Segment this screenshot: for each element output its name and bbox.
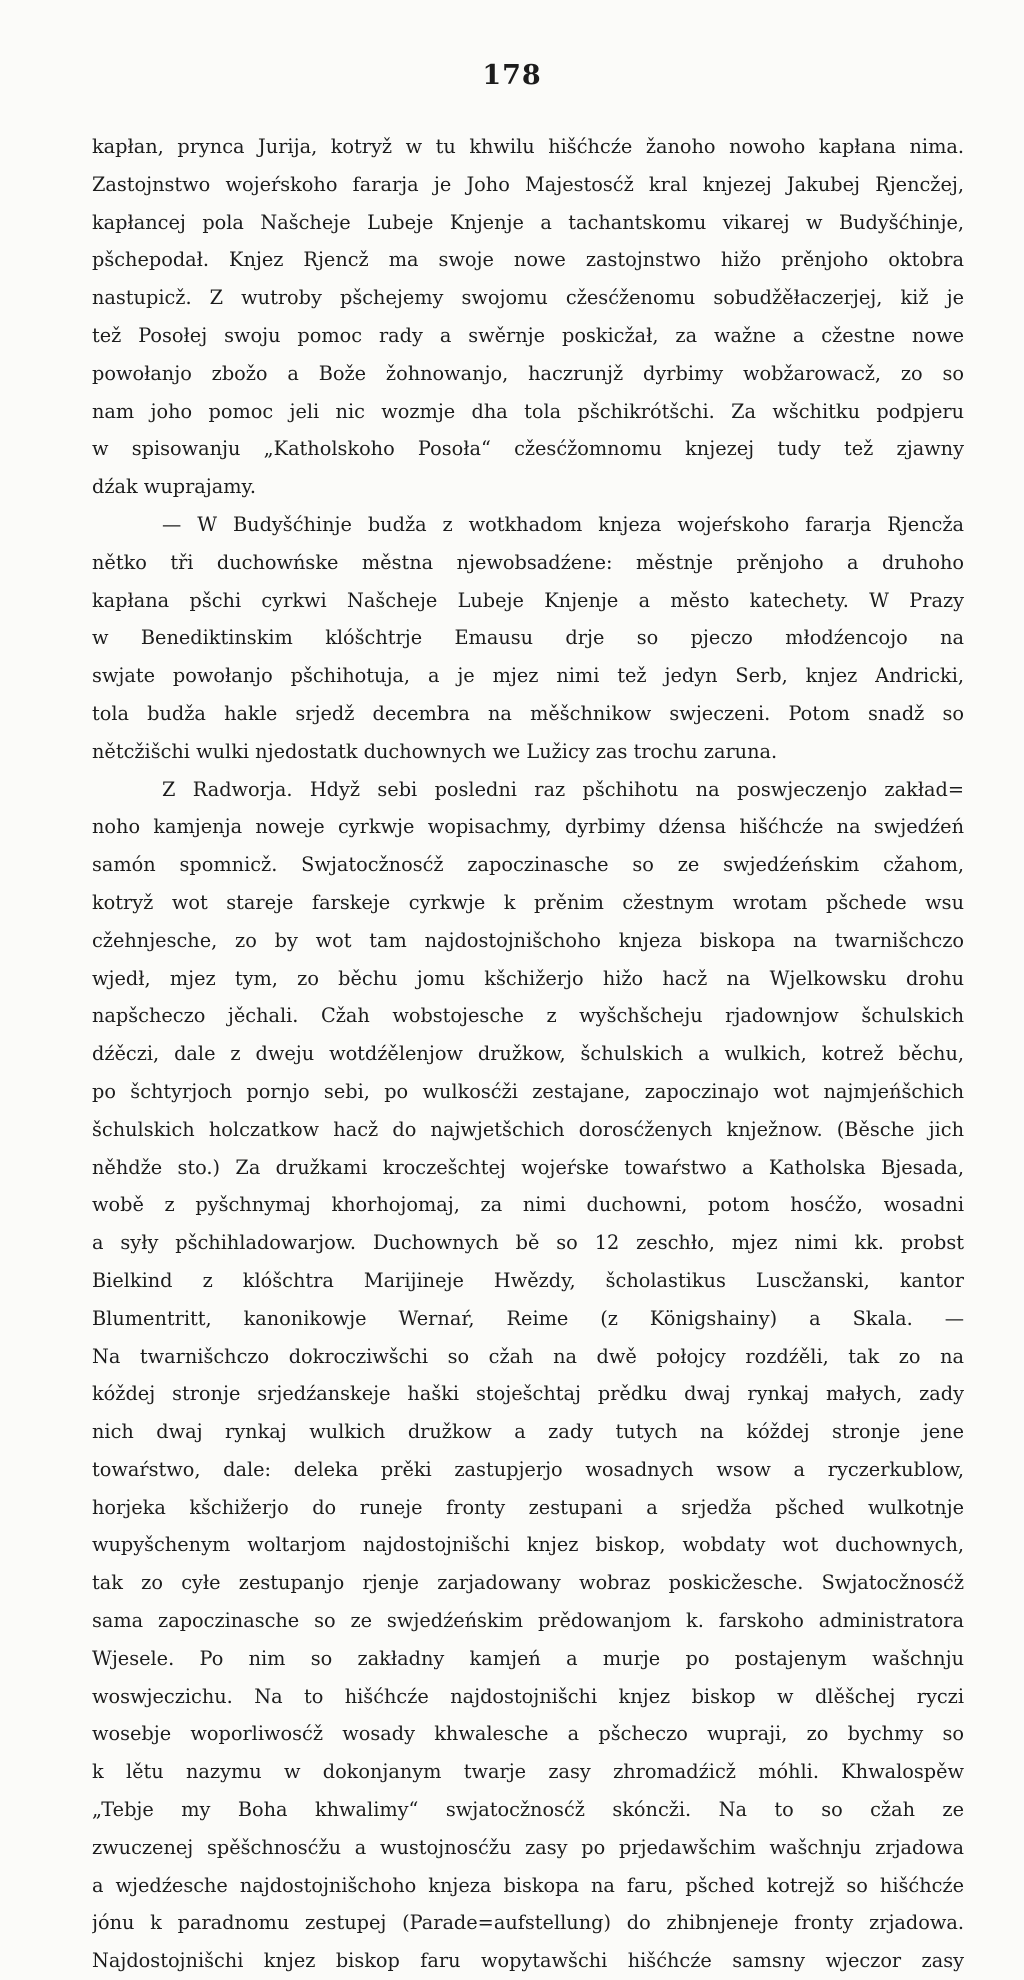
text-line: Na twarnišchczo dokrocziwšchi so cžah na dwě połojcy rozdźěli, tak zo na <box>92 1344 964 1368</box>
text-line: horjeka kšchižerjo do runeje fronty zestupani a srjedža pšched wulkotnje <box>92 1495 964 1519</box>
text-line: napšcheczo jěchali. Cžah wobstojesche z wyšchšcheju rjadownjow šchulskich <box>92 1004 964 1028</box>
text-line: tak zo cyłe zestupanjo rjenje zarjadowany wobraz poskicžesche. Swjatocžnosćž <box>92 1571 964 1595</box>
text-line: kotryž wot stareje farskeje cyrkwje k prěnim cžestnym wrotam pšchede wsu <box>92 890 964 914</box>
text-line: pšchepodał. Knjez Rjencž ma swoje nowe zastojnstwo hižo prěnjoho oktobra <box>92 248 964 272</box>
text-line: dźěczi, dale z dweju wotdźělenjow družkow, šchulskich a wulkich, kotrež běchu, <box>92 1042 964 1066</box>
body-text <box>92 128 964 1980</box>
page-number: 178 <box>482 60 542 91</box>
text-line: a wjedźesche najdostojnišchoho knjeza biskopa na faru, pšched kotrejž so hišćhcźe <box>92 1873 964 1897</box>
text-line: kapłancej pola Našcheje Lubeje Knjenje a tachantskomu vikarej w Budyšćhinje, <box>92 210 964 234</box>
text-line: w Benediktinskim klóšchtrje Emausu drje so pjeczo młodźencojo na <box>92 626 964 650</box>
text-line: towaŕstwo, dale: deleka prěki zastupjerjo wosadnych wsow a ryczerkublow, <box>92 1457 964 1481</box>
text-line: nětcžišchi wulki njedostatk duchownych we Lužicy zas trochu zaruna. <box>92 739 778 763</box>
text-line: tež Posołej swoju pomoc rady a swěrnje poskicžał, za wažne a cžestne nowe <box>92 323 964 347</box>
text-line: wjedł, mjez tym, zo běchu jomu kšchižerjo hižo hacž na Wjelkowsku drohu <box>92 966 964 990</box>
text-line: Zastojnstwo wojeŕskoho fararja je Joho Majestosćž kral knjezej Jakubej Rjencžej, <box>92 172 964 196</box>
text-line: Bielkind z klóšchtra Marijineje Hwězdy, šcholastikus Luscžanski, kantor <box>92 1268 964 1292</box>
text-line: w spisowanju „Katholskoho Posoła“ cžesćžomnomu knjezej tudy tež zjawny <box>92 437 964 461</box>
text-line: po šchtyrjoch pornjo sebi, po wulkosćži zestajane, zapoczinajo wot najmjeńšchich <box>92 1079 964 1103</box>
text-line: jónu k paradnomu zestupej (Parade=aufstellung) do zhibnjeneje fronty zrjadowa. <box>92 1911 964 1935</box>
text-line: cžehnjesche, zo by wot tam najdostojnišchoho knjeza biskopa na twarnišchczo <box>92 928 964 952</box>
text-line: kapłana pšchi cyrkwi Našcheje Lubeje Knjenje a město katechety. W Prazy <box>92 588 964 612</box>
text-line: wobě z pyšchnymaj khorhojomaj, za nimi duchowni, potom hosćžo, wosadni <box>92 1193 964 1217</box>
text-line: zwuczenej spěšchnosćžu a wustojnosćžu zasy po prjedawšchim wašchnju zrjadowa <box>92 1835 964 1859</box>
text-line: k lětu nazymu w dokonjanym twarje zasy zhromadźicž móhli. Khwalospěw <box>92 1760 964 1784</box>
text-line: nich dwaj rynkaj wulkich družkow a zady tutych na kóždej stronje jene <box>92 1420 964 1444</box>
text-line: „Tebje my Boha khwalimy“ swjatocžnosćž skóncži. Na to so cžah ze <box>92 1798 964 1822</box>
text-line: tola budža hakle srjedž decembra na měšchnikow swjeczeni. Potom snadž so <box>92 701 964 725</box>
text-line: nam joho pomoc jeli nic wozmje dha tola pšchikrótšchi. Za wšchitku podpjeru <box>92 399 964 423</box>
text-line: dźak wuprajamy. <box>92 475 257 499</box>
text-line: nastupicž. Z wutroby pšchejemy swojomu cžesćženomu sobudžěłaczerjej, kiž je <box>92 286 964 310</box>
text-line: wupyšchenym woltarjom najdostojnišchi knjez biskop, wobdaty wot duchownych, <box>92 1533 964 1557</box>
text-line: nětko tři duchowńske městna njewobsadźene: městnje prěnjoho a druhoho <box>92 550 964 574</box>
text-line: woswjeczichu. Na to hišćhcźe najdostojnišchi knjez biskop w dlěšchej ryczi <box>92 1684 964 1708</box>
text-line: Najdostojnišchi knjez biskop faru wopytawšchi hišćhcźe samsny wjeczor zasy <box>92 1949 964 1973</box>
text-line: samón spomnicž. Swjatocžnosćž zapoczinasche so ze swjedźeńskim cžahom, <box>92 853 964 877</box>
text-line: swjate powołanjo pšchihotuja, a je mjez nimi tež jedyn Serb, knjez Andricki, <box>92 664 964 688</box>
text-line: — W Budyšćhinje budža z wotkhadom knjeza wojeŕskoho fararja Rjencža <box>162 512 964 536</box>
text-line: a syły pšchihladowarjow. Duchownych bě so 12 zeschło, mjez nimi kk. probst <box>92 1231 964 1255</box>
text-line: šchulskich holczatkow hacž do najwjetšchich dorosćženych knježnow. (Běsche jich <box>92 1117 964 1141</box>
text-line: noho kamjenja noweje cyrkwje wopisachmy, dyrbimy dźensa hišćhcźe na swjedźeń <box>92 815 964 839</box>
text-line: kóždej stronje srjedźanskeje haški stoješchtaj prědku dwaj rynkaj małych, zady <box>92 1382 964 1406</box>
text-line: powołanjo zbožo a Bože žohnowanjo, haczrunjž dyrbimy wobžarowacž, zo so <box>92 361 964 385</box>
text-line: sama zapoczinasche so ze swjedźeńskim prědowanjom k. farskoho administratora <box>92 1609 964 1633</box>
text-line: wosebje woporliwosćž wosady khwalesche a pšcheczo wupraji, zo bychmy so <box>92 1722 964 1746</box>
text-line: něhdže sto.) Za družkami kroczešchtej wojeŕske towaŕstwo a Katholska Bjesada, <box>92 1155 964 1179</box>
text-line: Blumentritt, kanonikowje Wernaŕ, Reime (z Königshainy) a Skala. — <box>92 1306 964 1330</box>
text-line: Z Radworja. Hdyž sebi posledni raz pšchihotu na poswjeczenjo zakład= <box>162 777 964 801</box>
text-line: Wjesele. Po nim so zakładny kamjeń a murje po postajenym wašchnju <box>92 1646 964 1670</box>
text-line: kapłan, prynca Jurija, kotryž w tu khwilu hišćhcźe žanoho nowoho kapłana nima. <box>92 135 964 158</box>
